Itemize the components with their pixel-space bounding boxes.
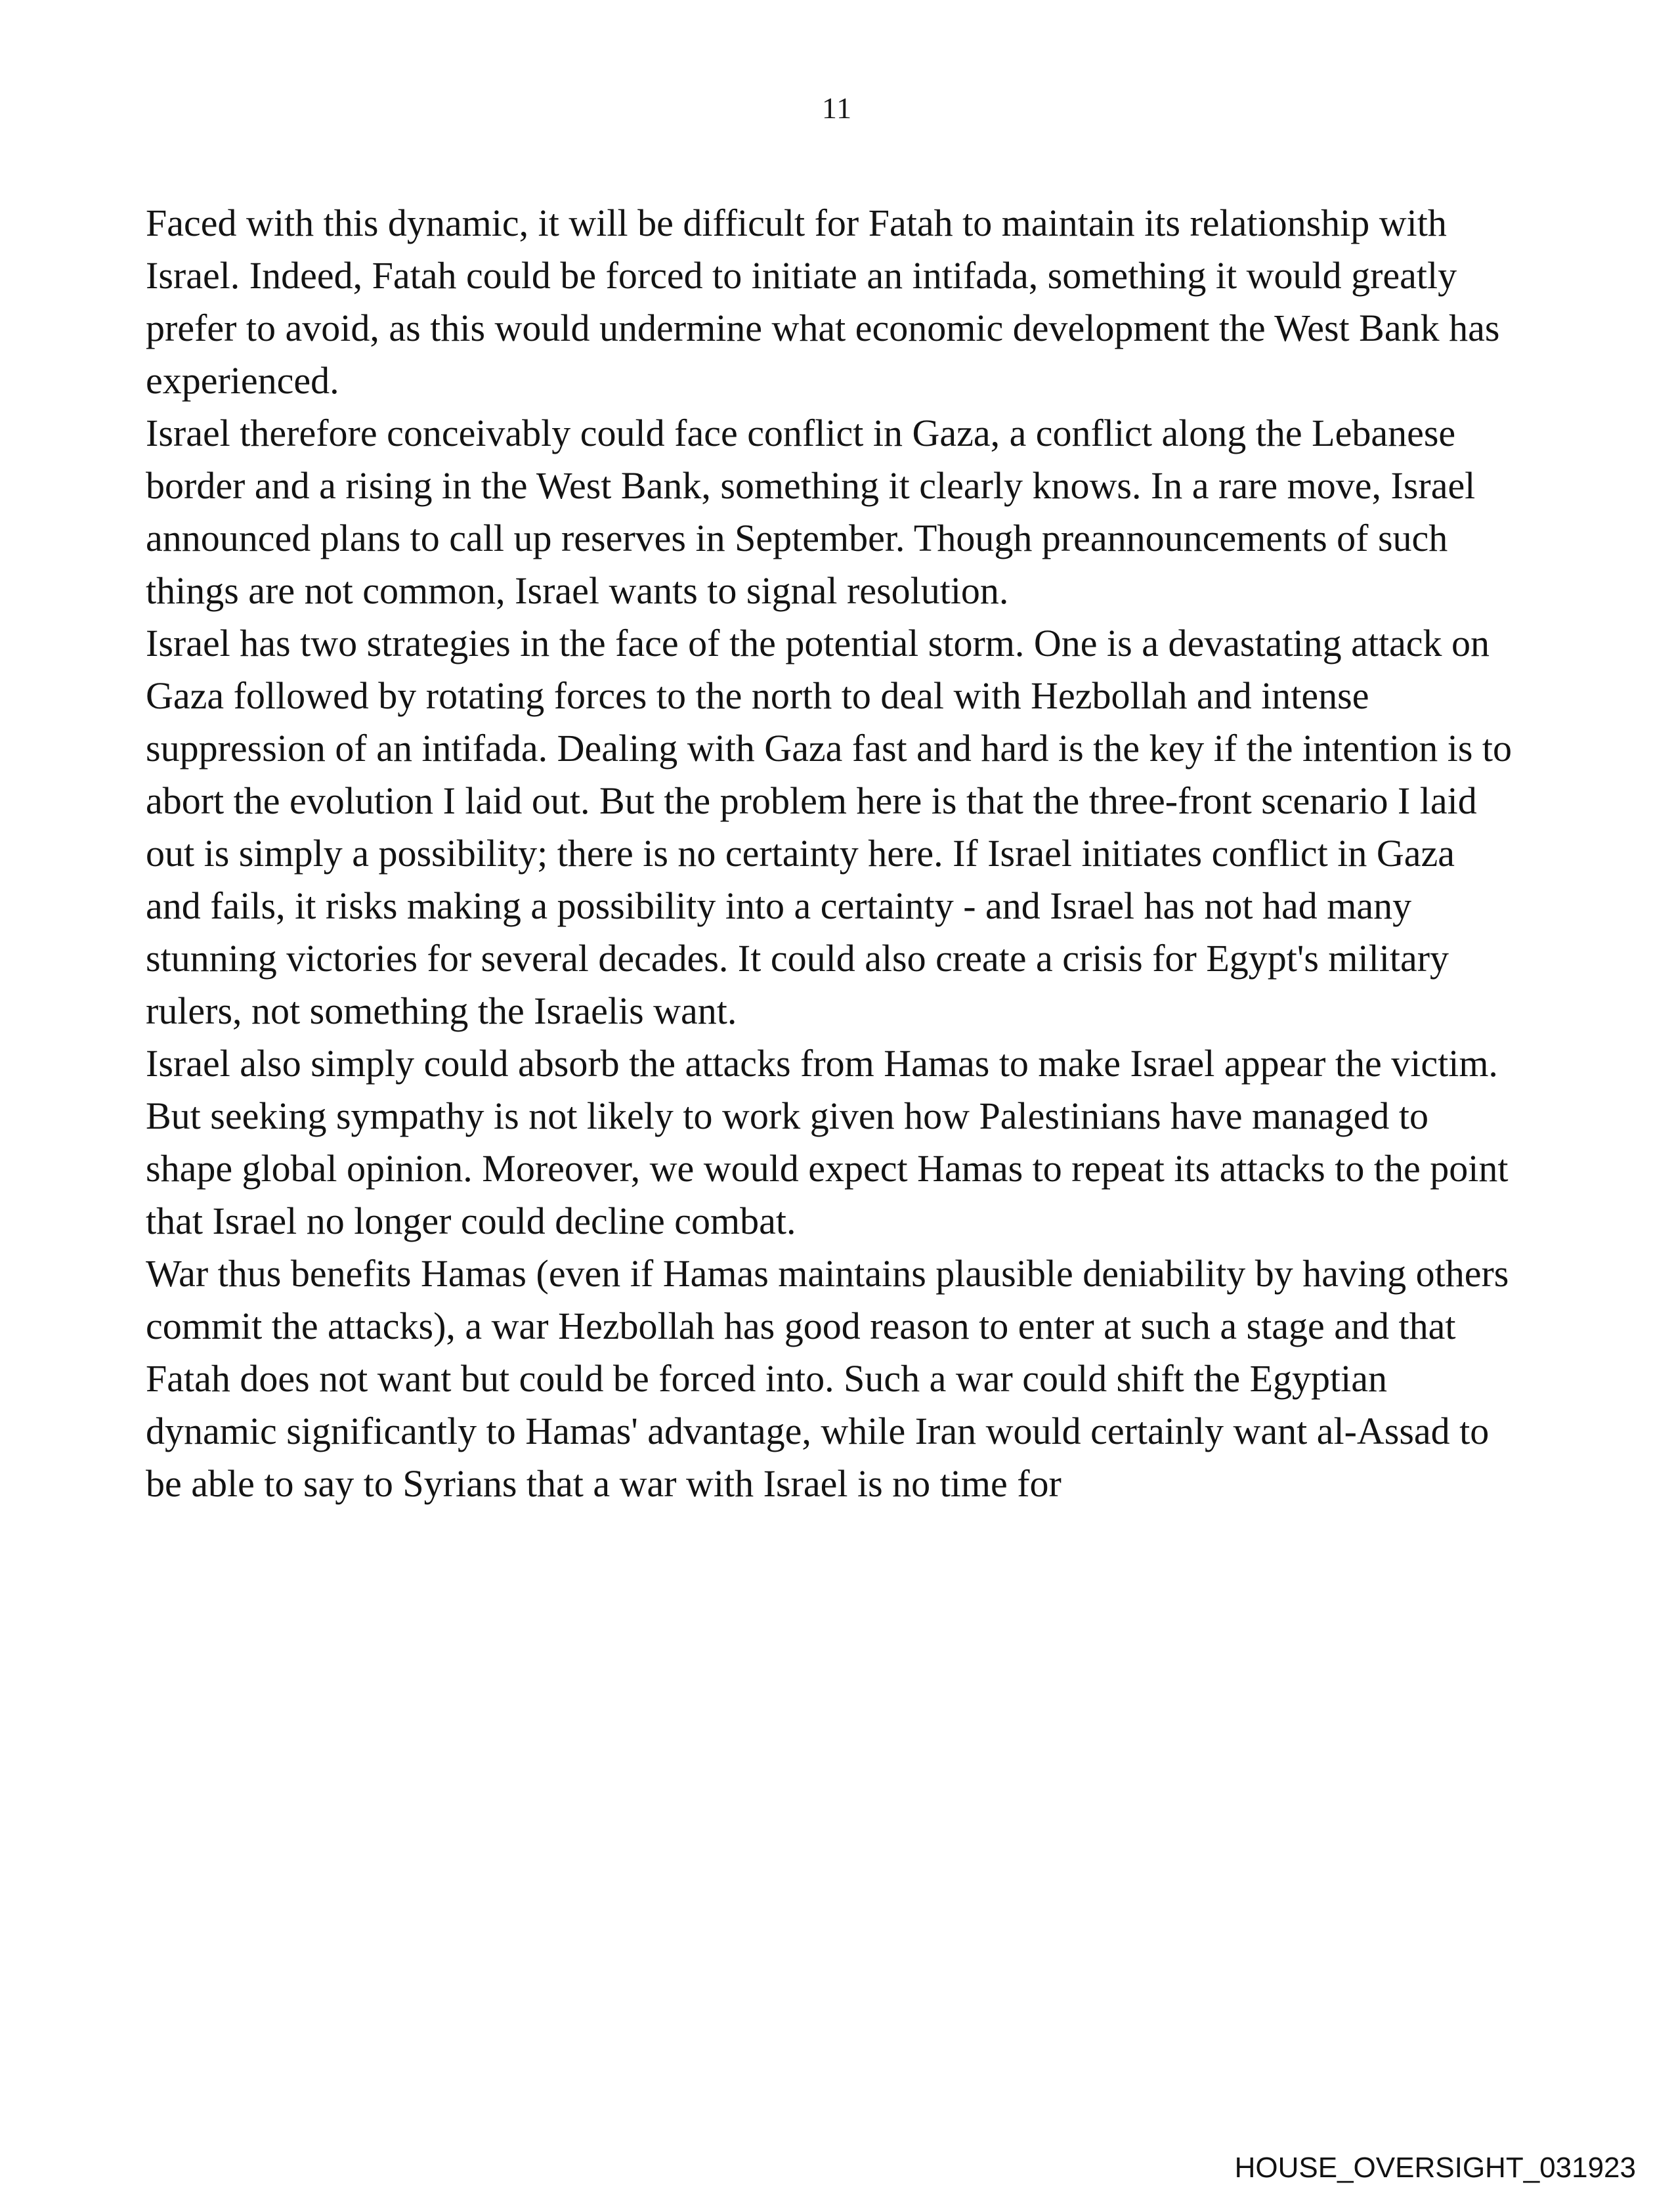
paragraph-5: War thus benefits Hamas (even if Hamas maintains plausible deniability by having others commit the attacks), a war Hezbollah has good reason to enter at such a stage and that Fatah does not want but could be forced into. Such a war could shift the Egyptian dynamic significantly to Hamas' advantage, while Iran would certainly want al-Assad to be able to say to Syrians that a war with Israel is no time for (146, 1252, 1509, 1505)
page-number: 11 (821, 91, 853, 125)
document-body (146, 197, 1518, 1510)
bates-number: HOUSE_OVERSIGHT_031923 (1234, 2152, 1636, 2184)
paragraph-3: Israel has two strategies in the face of the potential storm. One is a devastating attack on Gaza followed by rotating forces to the north to deal with Hezbollah and intense suppression of an intifada. Dealing with Gaza fast and hard is the key if the intention is to abort the evolution I laid out. But the problem here is that the three-front scenario I laid out is simply a possibility; there is no certainty here. If Israel initiates conflict in Gaza and fails, it risks making a possibility into a certainty - and Israel has not had many stunning victories for several decades. It could also create a crisis for Egypt's military rulers, not something the Israelis want. (146, 622, 1513, 1032)
paragraph-2: Israel therefore conceivably could face conflict in Gaza, a conflict along the Lebanese border and a rising in the West Bank, something it clearly knows. In a rare move, Israel announced plans to call up reserves in September. Though preannouncements of such things are not common, Israel wants to signal resolution. (146, 412, 1476, 612)
paragraph-4: Israel also simply could absorb the attacks from Hamas to make Israel appear the victim. But seeking sympathy is not likely to work given how Palestinians have managed to shape global opinion. Moreover, we would expect Hamas to repeat its attacks to the point that Israel no longer could decline combat. (146, 1042, 1509, 1242)
paragraph-1: Faced with this dynamic, it will be difficult for Fatah to maintain its relationship with Israel. Indeed, Fatah could be forced to initiate an intifada, something it would greatly prefer to avoid, as this would undermine what economic development the West Bank has experienced. (146, 202, 1500, 402)
